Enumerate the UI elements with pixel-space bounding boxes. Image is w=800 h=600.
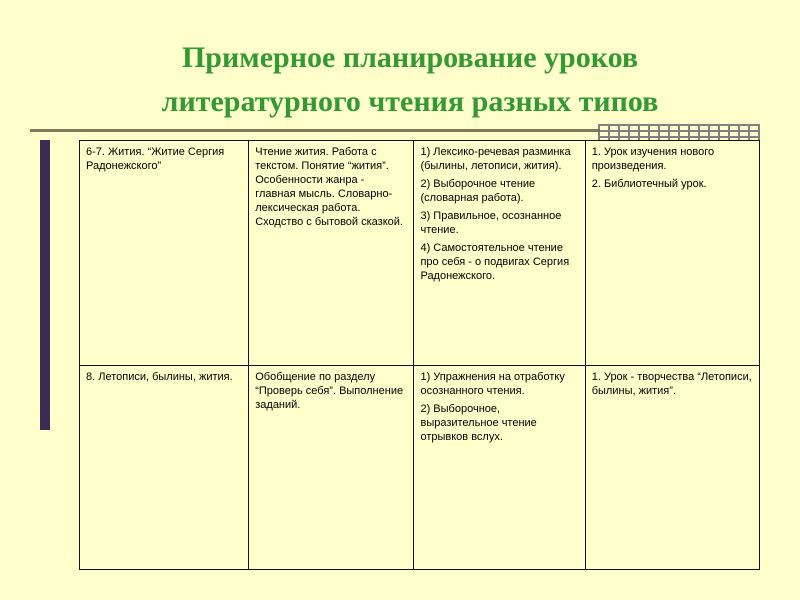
lesson-type-item: 1. Урок - творчества “Летописи, былины, жития”. [591,370,752,397]
activity-item: 2) Выборочное, выразительное чтение отрывков вслух. [420,402,537,443]
title-underline [30,129,600,132]
cell-text: 8. Летописи, былины, жития. [86,370,233,383]
table-cell-activities [414,141,585,366]
table-cell-lesson-type [585,365,759,569]
table-cell-lesson-type [585,141,759,366]
slide-title [60,36,760,124]
grid-decoration [598,124,760,140]
table-cell-activities [414,365,585,569]
table-row [80,365,760,569]
table-cell-content [249,141,414,366]
cell-text: Обобщение по разделу “Проверь себя”. Выполнение заданий. [255,370,404,411]
activity-item: 2) Выборочное чтение (словарная работа). [420,178,536,204]
table-cell-topic [80,141,249,366]
activity-item: 3) Правильное, осознанное чтение. [420,210,562,236]
cell-text: 6-7. Жития. “Житие Сергия Радонежского” [86,146,225,172]
lesson-type-item: 2. Библиотечный урок. [591,178,707,190]
table-row [80,141,760,366]
activity-item: 1) Лексико-речевая разминка (былины, летописи, жития). [420,146,571,172]
activity-item: 1) Упражнения на отработку осознанного чтения. [420,370,565,397]
left-accent-bar [40,140,50,430]
slide-title-line-1: Примерное планирование уроков [181,41,639,74]
lesson-type-item: 1. Урок изучения нового произведения. [591,146,715,172]
activity-item: 4) Самостоятельное чтение про себя - о подвигах Сергия Радонежского. [420,242,570,282]
lesson-plan-table [79,140,760,570]
slide-title-line-2: литературного чтения разных типов [161,85,659,118]
table-cell-content [249,365,414,569]
cell-text: Чтение жития. Работа с текстом. Понятие “жития”. Особенности жанра - главная мысль. Словарно-лексическая работа. Сходство с бытовой сказкой. [255,146,403,228]
table-cell-topic [80,365,249,569]
